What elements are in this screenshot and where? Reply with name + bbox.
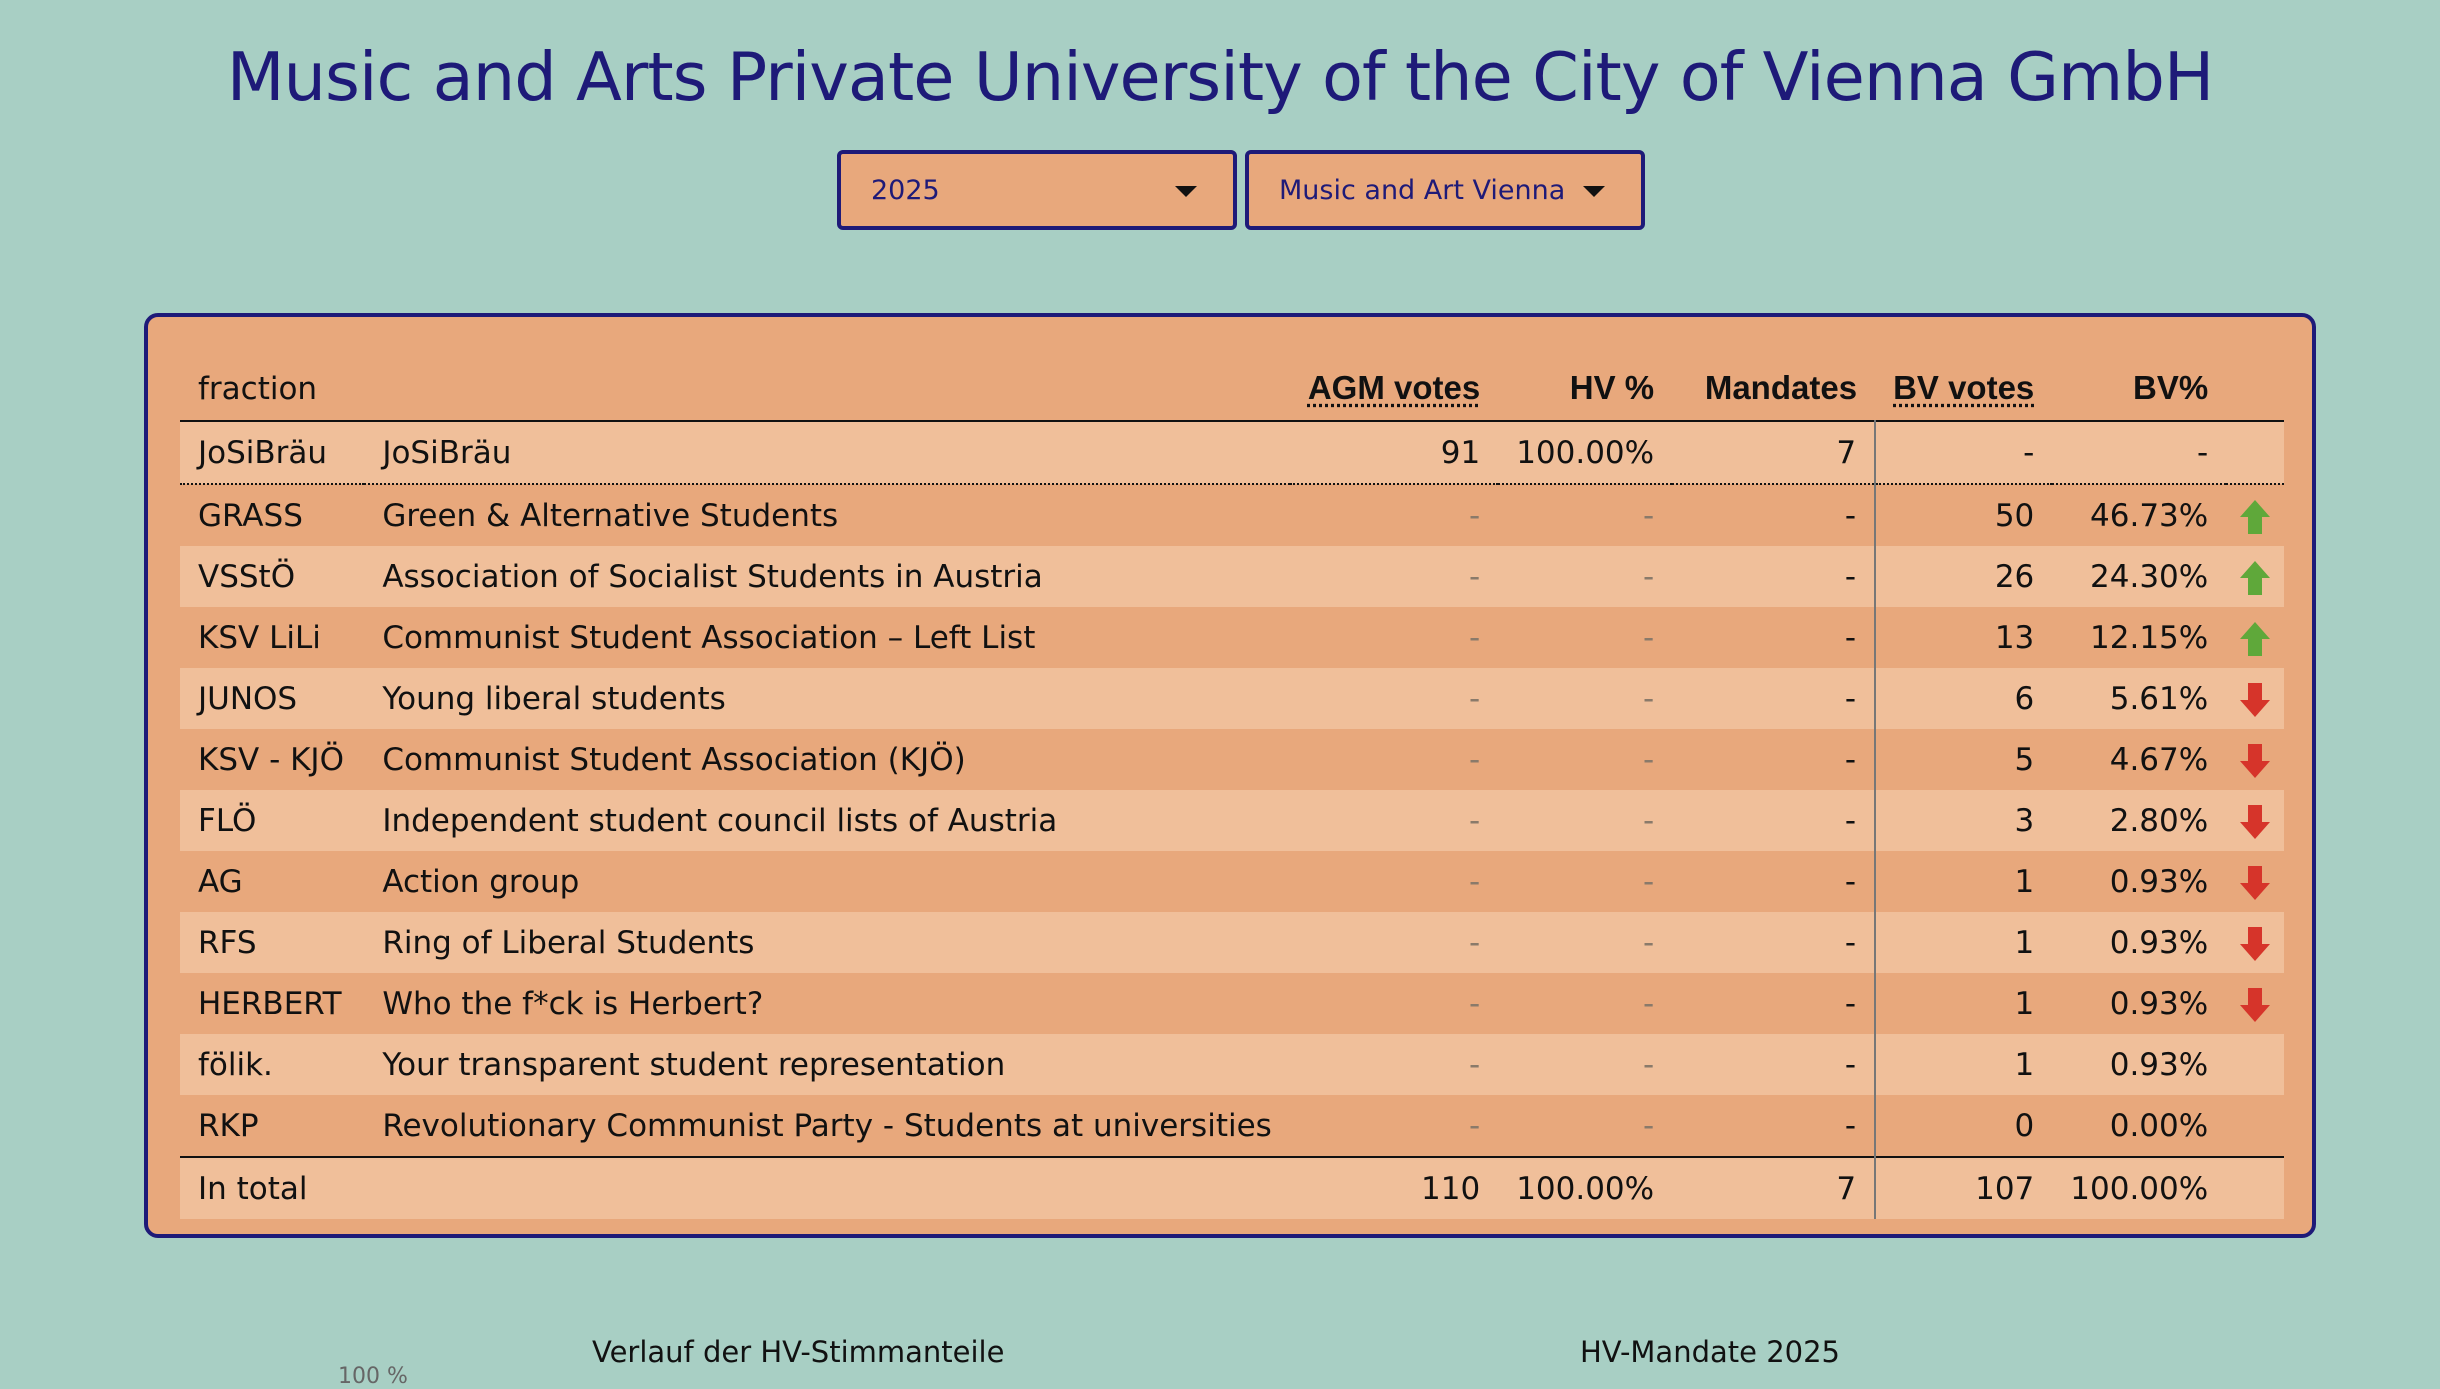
agm-votes: - (1469, 497, 1481, 534)
bv-pct: 0.93% (2109, 863, 2209, 900)
trend-cell (2226, 668, 2284, 729)
fraction-name: Green & Alternative Students (382, 497, 839, 534)
fraction-short: RFS (198, 924, 257, 961)
chevron-down-icon (1583, 186, 1605, 197)
mandates: - (1672, 484, 1875, 546)
fraction-name: Revolutionary Communist Party - Students at universities (382, 1107, 1272, 1144)
agm-votes: - (1469, 924, 1481, 961)
bv-votes: 6 (2014, 680, 2035, 717)
results-table (180, 347, 2284, 1219)
total-bv: 107 (1975, 1170, 2035, 1207)
total-label: In total (198, 1170, 308, 1207)
total-agm: 110 (1421, 1170, 1481, 1207)
mandates: - (1672, 851, 1875, 912)
total-hv: 100.00% (1516, 1170, 1655, 1207)
agm-votes: - (1469, 1107, 1481, 1144)
mandates: - (1672, 973, 1875, 1034)
trend-cell (2226, 607, 2284, 668)
fraction-name: Ring of Liberal Students (382, 924, 755, 961)
table-row (180, 421, 2284, 484)
fraction-name: Young liberal students (382, 680, 726, 717)
header-bv-pct: BV% (2133, 369, 2209, 406)
agm-votes: - (1469, 985, 1481, 1022)
total-mandates: 7 (1672, 1157, 1875, 1219)
bv-pct: - (2197, 434, 2209, 471)
bv-pct: 5.61% (2109, 680, 2209, 717)
arrow-down-icon (2240, 683, 2270, 717)
header-bv-votes[interactable]: BV votes (1893, 369, 2035, 406)
trend-cell (2226, 1034, 2284, 1095)
trend-cell (2226, 851, 2284, 912)
hv-pct: - (1642, 985, 1655, 1022)
fraction-name: Association of Socialist Students in Austria (382, 558, 1043, 595)
bv-pct: 46.73% (2090, 497, 2209, 534)
chevron-down-icon (1175, 186, 1197, 197)
arrow-up-icon (2240, 561, 2270, 595)
fraction-name: JoSiBräu (382, 434, 512, 471)
mandates: - (1672, 1034, 1875, 1095)
agm-votes: - (1469, 680, 1481, 717)
hv-pct: - (1642, 680, 1655, 717)
hv-pct: - (1642, 802, 1655, 839)
bv-votes: 13 (1994, 619, 2035, 656)
fraction-short: FLÖ (198, 802, 257, 839)
bv-votes: 3 (2014, 802, 2035, 839)
mandates: - (1672, 1095, 1875, 1157)
agm-votes: - (1469, 619, 1481, 656)
bv-pct: 0.00% (2109, 1107, 2209, 1144)
page-title: Music and Arts Private University of the City of Vienna GmbH (226, 38, 2214, 116)
results-panel (144, 313, 2316, 1238)
header-agm-votes[interactable]: AGM votes (1307, 369, 1481, 406)
year-select[interactable] (837, 150, 1237, 230)
agm-votes: - (1469, 1046, 1481, 1083)
fraction-short: fölik. (198, 1046, 273, 1083)
hv-pct: - (1642, 558, 1655, 595)
bv-votes: 1 (2014, 863, 2035, 900)
agm-votes: - (1469, 558, 1481, 595)
hv-pct: - (1642, 863, 1655, 900)
bv-votes: - (2023, 434, 2035, 471)
agm-votes: - (1469, 741, 1481, 778)
table-row (180, 607, 2284, 668)
hv-pct: - (1642, 619, 1655, 656)
trend-cell (2226, 421, 2284, 484)
table-row (180, 668, 2284, 729)
mandates: - (1672, 912, 1875, 973)
mandates: - (1672, 607, 1875, 668)
arrow-up-icon (2240, 622, 2270, 656)
chart-axis-tick: 100 % (338, 1364, 408, 1389)
trend-cell (2226, 484, 2284, 546)
fraction-name: Independent student council lists of Austria (382, 802, 1058, 839)
bv-votes: 5 (2014, 741, 2035, 778)
university-select-value: Music and Art Vienna (1279, 174, 1566, 206)
hv-pct: - (1642, 1046, 1655, 1083)
table-row (180, 912, 2284, 973)
header-fraction: fraction (198, 371, 318, 407)
year-select-value: 2025 (871, 174, 940, 206)
university-select[interactable] (1245, 150, 1645, 230)
table-row (180, 790, 2284, 851)
table-total-row (180, 1157, 2284, 1219)
bv-pct: 0.93% (2109, 924, 2209, 961)
chart-title-hv-mandates: HV-Mandate 2025 (1580, 1335, 1840, 1369)
fraction-name: Your transparent student representation (382, 1046, 1006, 1083)
hv-pct: 100.00% (1516, 434, 1655, 471)
table-row (180, 484, 2284, 546)
mandates: - (1672, 668, 1875, 729)
hv-pct: - (1642, 497, 1655, 534)
arrow-down-icon (2240, 805, 2270, 839)
bv-votes: 0 (2014, 1107, 2035, 1144)
arrow-down-icon (2240, 866, 2270, 900)
table-row (180, 729, 2284, 790)
arrow-down-icon (2240, 927, 2270, 961)
agm-votes: - (1469, 802, 1481, 839)
table-row (180, 546, 2284, 607)
trend-cell (2226, 912, 2284, 973)
fraction-short: JoSiBräu (198, 434, 328, 471)
bv-pct: 12.15% (2090, 619, 2209, 656)
trend-cell (2226, 973, 2284, 1034)
total-bvpct: 100.00% (2070, 1170, 2209, 1207)
fraction-short: VSStÖ (198, 558, 296, 595)
trend-cell (2226, 729, 2284, 790)
table-header-row (180, 347, 2284, 421)
bv-pct: 24.30% (2090, 558, 2209, 595)
fraction-short: JUNOS (198, 680, 298, 717)
fraction-name: Communist Student Association – Left List (382, 619, 1036, 656)
arrow-up-icon (2240, 500, 2270, 534)
table-row (180, 1034, 2284, 1095)
fraction-short: HERBERT (198, 985, 342, 1022)
bv-pct: 4.67% (2109, 741, 2209, 778)
fraction-short: KSV LiLi (198, 619, 321, 656)
bv-votes: 1 (2014, 985, 2035, 1022)
header-mandates: Mandates (1704, 369, 1858, 406)
agm-votes: - (1469, 863, 1481, 900)
bv-pct: 2.80% (2109, 802, 2209, 839)
table-row (180, 1095, 2284, 1157)
hv-pct: - (1642, 924, 1655, 961)
header-trend (2226, 347, 2284, 421)
hv-pct: - (1642, 741, 1655, 778)
arrow-down-icon (2240, 988, 2270, 1022)
fraction-name: Communist Student Association (KJÖ) (382, 741, 966, 778)
trend-cell (2226, 1095, 2284, 1157)
mandates: - (1672, 729, 1875, 790)
hv-pct: - (1642, 1107, 1655, 1144)
bv-votes: 1 (2014, 924, 2035, 961)
trend-cell (2226, 790, 2284, 851)
arrow-down-icon (2240, 744, 2270, 778)
fraction-name: Action group (382, 863, 580, 900)
trend-cell (2226, 546, 2284, 607)
chart-title-hv-share: Verlauf der HV-Stimmanteile (592, 1335, 1005, 1369)
fraction-short: GRASS (198, 497, 303, 534)
fraction-name: Who the f*ck is Herbert? (382, 985, 764, 1022)
mandates: - (1672, 546, 1875, 607)
table-row (180, 973, 2284, 1034)
table-row (180, 851, 2284, 912)
header-hv-pct: HV % (1569, 369, 1655, 406)
bv-pct: 0.93% (2109, 985, 2209, 1022)
mandates: - (1672, 790, 1875, 851)
bv-votes: 1 (2014, 1046, 2035, 1083)
mandates: 7 (1672, 421, 1875, 484)
agm-votes: 91 (1440, 434, 1481, 471)
fraction-short: RKP (198, 1107, 259, 1144)
bv-votes: 26 (1994, 558, 2035, 595)
bv-pct: 0.93% (2109, 1046, 2209, 1083)
fraction-short: KSV - KJÖ (198, 741, 344, 778)
fraction-short: AG (198, 863, 243, 900)
bv-votes: 50 (1994, 497, 2035, 534)
